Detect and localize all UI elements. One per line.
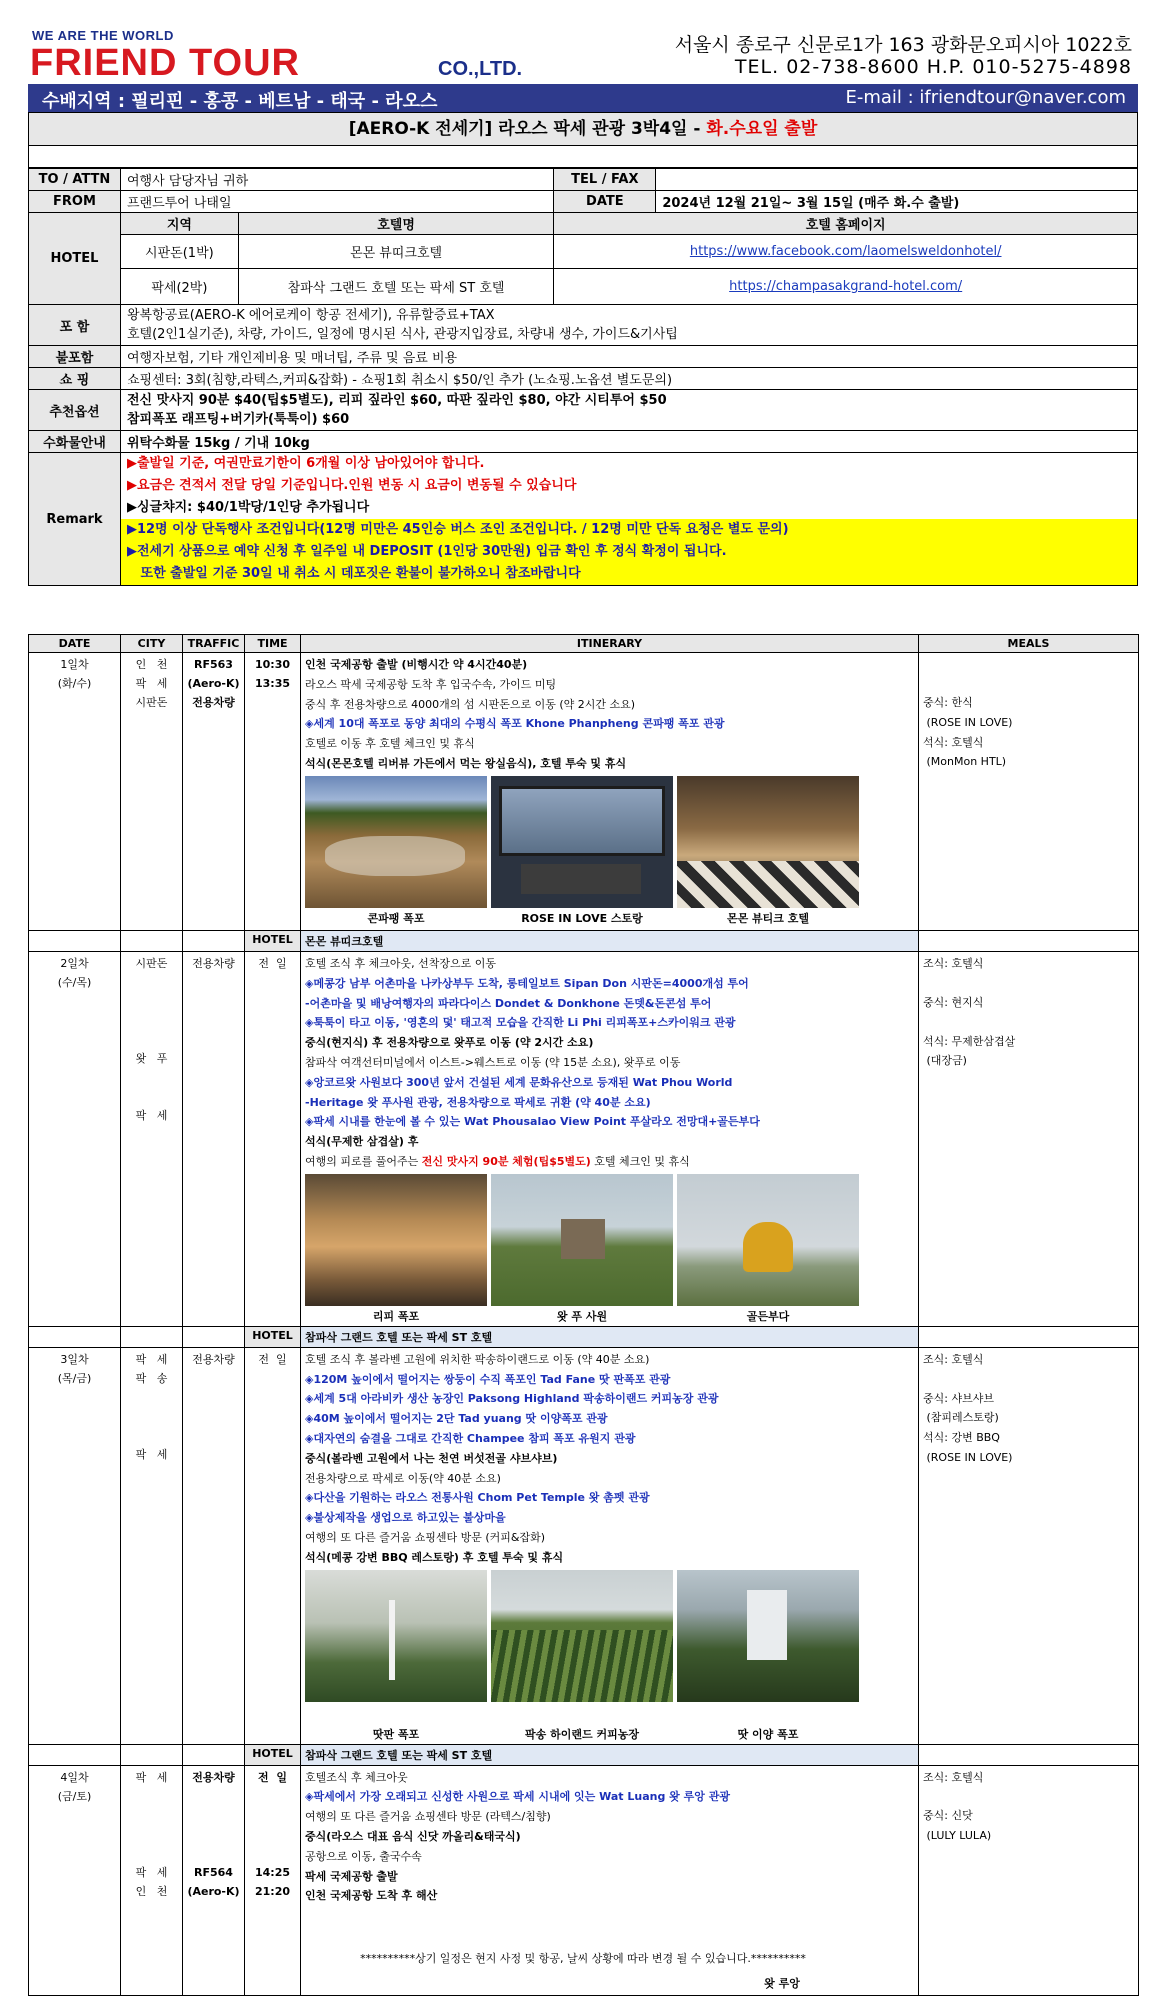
itinerary-line: -어촌마을 및 배낭여행자의 파라다이스 Dondet & Donkhone 돈뎃&돈콘섬 투어 xyxy=(305,996,712,1010)
day-date xyxy=(29,653,121,931)
title-main: [AERO-K 전세기] 라오스 팍세 관광 3박4일 - xyxy=(348,119,707,139)
itinerary-line: 인천 국제공항 출발 (비행시간 약 4시간40분) xyxy=(305,658,528,671)
photo-caption: ROSE IN LOVE 스토랑 xyxy=(521,911,643,925)
day-date xyxy=(29,952,121,1327)
day-time xyxy=(245,1347,301,1744)
day-row xyxy=(29,952,1139,1327)
cell-line xyxy=(923,655,1134,674)
cell-line: 인 천 xyxy=(135,658,168,671)
cell-line: 팍 세 xyxy=(135,677,168,690)
photo-caption: 왓 루앙 xyxy=(764,1976,800,1990)
itinerary-line: ◈팍세 시내를 한눈에 볼 수 있는 Wat Phousalao View Point 푸살라오 전망대+골든부다 xyxy=(305,1115,760,1129)
cell-line: 중식: 샤브샤브 xyxy=(923,1391,994,1405)
cell-line: 조식: 호텔식 xyxy=(923,1352,984,1366)
spacer-row xyxy=(28,146,1138,168)
day-time xyxy=(245,653,301,931)
itinerary-line: 석식(몬몬호텔 리버뷰 가든에서 먹는 왕실음식), 호텔 투숙 및 휴식 xyxy=(305,756,627,770)
hotel-row xyxy=(29,1326,1139,1347)
hotel-region: 팍세(2박) xyxy=(120,269,238,305)
cell-line: 13:35 xyxy=(254,677,290,690)
cell-line xyxy=(249,1825,296,1844)
title-departure: 화.수요일 출발 xyxy=(706,119,818,139)
cell-line xyxy=(125,1426,178,1445)
date-value: 2024년 12월 21일~ 3월 15일 (매주 화.수 출발) xyxy=(656,191,1138,213)
itinerary-line: 중식(라오스 대표 음식 신닷 까올리&태국식) xyxy=(305,1829,521,1843)
cell-line xyxy=(125,1011,178,1030)
cell-line xyxy=(125,1806,178,1825)
cell-line xyxy=(125,1787,178,1806)
itinerary-line: 호텔조식 후 체크아웃 xyxy=(305,1770,408,1784)
itinerary-line: ◈툭툭이 타고 이동, '영혼의 덫' 태고적 모습을 간직한 Li Phi 리피폭포+스카이워크 관광 xyxy=(305,1016,736,1030)
option-line: 전신 맛사지 90분 $40(팁$5별도), 리피 짚라인 $60, 따판 짚라인 $80, 야간 시티투어 $50 xyxy=(126,393,667,408)
option-label: 추천옵션 xyxy=(29,390,121,431)
itinerary-line: 팍세 국제공항 출발 xyxy=(305,1869,398,1883)
from-label: FROM xyxy=(29,191,121,213)
day-itinerary xyxy=(301,952,919,1327)
photo-caption: 왓 푸 사원 xyxy=(556,1309,608,1323)
cell-line: 중식: 한식 xyxy=(923,696,973,709)
remark-line: ▶요금은 견적서 전달 당일 기준입니다.인원 변동 시 요금이 변동될 수 있습니다 xyxy=(126,478,577,493)
tel-value xyxy=(656,169,1138,191)
day-traffic xyxy=(183,653,245,931)
cell-line: (화/수) xyxy=(57,677,92,690)
cell-line: 14:25 xyxy=(254,1865,290,1879)
cell-line: 전용차량 xyxy=(192,696,235,709)
company-phone: TEL. 02-738-8600 H.P. 010-5275-4898 xyxy=(734,56,1132,78)
cell-line: 3일차 xyxy=(60,1352,89,1366)
itinerary-line: ◈불상제작을 생업으로 하고있는 불상마을 xyxy=(305,1511,506,1525)
highlight-text: 전신 맛사지 90분 체험(팁$5별도) xyxy=(421,1154,591,1168)
baggage-value: 위탁수화물 15kg / 기내 10kg xyxy=(120,431,1137,453)
cell-line xyxy=(125,1068,178,1087)
cell-line xyxy=(923,674,1134,693)
to-label: TO / ATTN xyxy=(29,169,121,191)
itinerary-line: 참파삭 여객선터미널에서 이스트->웨스트로 이동 (약 15분 소요), 왓푸로 이동 xyxy=(305,1055,681,1069)
cell-line: (Aero-K) xyxy=(187,1884,240,1898)
itinerary-line: 라오스 팍세 국제공항 도착 후 입국수속, 가이드 미팅 xyxy=(305,677,557,691)
option-value xyxy=(120,390,1137,431)
cell-line: 전 일 xyxy=(258,1352,287,1366)
day-date xyxy=(29,1347,121,1744)
col-city: CITY xyxy=(121,635,183,653)
hotel-row xyxy=(29,931,1139,952)
itinerary-line: 호텔 조식 후 볼라벤 고원에 위치한 팍송하이랜드로 이동 (약 40분 소요) xyxy=(305,1352,650,1366)
exclude-label: 불포함 xyxy=(29,346,121,368)
option-line: 참피폭포 래프팅+버기카(툭툭이) $60 xyxy=(126,412,350,427)
hotel-row-name: 몬몬 뷰띠크호텔 xyxy=(301,931,919,952)
itinerary-line: 석식(메콩 강변 BBQ 레스토랑) 후 호텔 투숙 및 휴식 xyxy=(305,1550,564,1564)
itinerary-lines xyxy=(305,954,914,1172)
itinerary-line: 여행의 또 다른 즐거움 쇼핑센타 방문 (라텍스/침향) xyxy=(305,1810,551,1824)
cell-line: (목/금) xyxy=(57,1371,92,1385)
itinerary-line: 호텔로 이동 후 호텔 체크인 및 휴식 xyxy=(305,737,475,751)
remark-line: 또한 출발일 기준 30일 내 취소 시 데포짓은 환불이 불가하오니 참조바랍니다 xyxy=(121,563,1137,585)
cell-line: 팍 세 xyxy=(135,1352,168,1366)
info-table xyxy=(28,168,1138,586)
cell-line: 시판돈 xyxy=(135,696,168,709)
company-header xyxy=(28,22,1138,84)
day-traffic xyxy=(183,952,245,1327)
col-traffic: TRAFFIC xyxy=(183,635,245,653)
photo-strip xyxy=(305,1570,914,1702)
temple-photo xyxy=(491,1174,673,1306)
itinerary-line: 중식(볼라벤 고원에서 나는 천연 버섯전골 샤브샤브) xyxy=(305,1451,558,1465)
col-date: DATE xyxy=(29,635,121,653)
photo-caption: 콘파팽 폭포 xyxy=(367,911,425,925)
day-traffic xyxy=(183,1347,245,1744)
photo-caption: 골든부다 xyxy=(746,1309,790,1323)
coffee-farm-photo xyxy=(491,1570,673,1702)
day-meals xyxy=(919,653,1139,931)
cell-line: 전 일 xyxy=(258,957,287,970)
day-row xyxy=(29,1347,1139,1744)
include-line: 왕복항공료(AERO-K 에어로케이 항공 전세기), 유류할증료+TAX xyxy=(126,308,495,323)
hotel-row xyxy=(29,1744,1139,1765)
itinerary-line: 호텔 조식 후 체크아웃, 선착장으로 이동 xyxy=(305,957,496,970)
itinerary-line: 여행의 또 다른 즐거움 쇼핑센타 방문 (커피&잡화) xyxy=(305,1530,546,1544)
itinerary-line: ◈세계 10대 폭포로 동양 최대의 수평식 폭포 Khone Phanpheng 콘파팽 폭포 관광 xyxy=(305,717,725,731)
cell-line: (대장금) xyxy=(923,1054,967,1068)
hotel-col-name: 호텔명 xyxy=(238,213,554,235)
cell-line: 21:20 xyxy=(254,1884,290,1898)
col-itinerary: ITINERARY xyxy=(301,635,919,653)
cell-line: 팍 세 xyxy=(135,1447,168,1461)
cell-line: 석식: 무제한삼겹살 xyxy=(923,1034,1016,1048)
cell-line: (참피레스토랑) xyxy=(923,1411,999,1425)
hotel-row-label: HOTEL xyxy=(245,931,301,952)
hotel-name: 몬몬 뷰띠크호텔 xyxy=(238,235,554,269)
region-bar xyxy=(28,84,1138,112)
cell-line: 석식: 호텔식 xyxy=(923,735,984,749)
company-logo: FRIEND TOUR xyxy=(30,42,300,84)
itinerary-line: 인천 국제공항 도착 후 해산 xyxy=(305,1889,438,1903)
cell-line xyxy=(125,1407,178,1426)
hotel-website-link[interactable]: https://champasakgrand-hotel.com/ xyxy=(554,269,1138,305)
cell-line: 전용차량 xyxy=(192,957,235,970)
hotel-label: HOTEL xyxy=(29,213,121,305)
cell-line: 인 천 xyxy=(135,1884,168,1898)
day-itinerary xyxy=(301,1347,919,1744)
cell-line: 시판돈 xyxy=(135,957,168,970)
itinerary-line: ◈메콩강 남부 어촌마을 나카상부두 도착, 롱테일보트 Sipan Don 시판돈=4000개섬 투어 xyxy=(305,976,749,990)
cell-line xyxy=(125,973,178,992)
day-itinerary xyxy=(301,653,919,931)
photo-caption: 리피 폭포 xyxy=(372,1309,420,1323)
remark-list xyxy=(120,453,1137,586)
exclude-value: 여행자보험, 기타 개인제비용 및 매너팁, 주류 및 음료 비용 xyxy=(120,346,1137,368)
cell-line: (ROSE IN LOVE) xyxy=(923,1450,1013,1464)
photo-caption: 몬몬 뷰티크 호텔 xyxy=(726,911,810,925)
day-time xyxy=(245,952,301,1327)
cell-line xyxy=(187,1844,240,1863)
restaurant-photo xyxy=(491,776,673,908)
itinerary-line: 전용차량으로 팍세로 이동(약 40분 소요) xyxy=(305,1471,501,1485)
hotel-row-label: HOTEL xyxy=(245,1744,301,1765)
photo-caption: 팍송 하이랜드 커피농장 xyxy=(525,1727,639,1741)
col-time: TIME xyxy=(245,635,301,653)
itinerary-line: 공항으로 이동, 출국수속 xyxy=(305,1849,422,1863)
hotel-region: 시판돈(1박) xyxy=(120,235,238,269)
hotel-name: 참파삭 그랜드 호텔 또는 팍세 ST 호텔 xyxy=(238,269,554,305)
itinerary-line: 석식(무제한 삼겹살) 후 xyxy=(305,1135,419,1149)
itinerary-lines xyxy=(305,1768,914,1907)
photo-strip xyxy=(305,1174,914,1306)
cell-line: 팍 송 xyxy=(135,1371,168,1385)
cell-line: 2일차 xyxy=(60,957,89,970)
cell-line xyxy=(923,1787,1134,1806)
remark-line: ▶출발일 기준, 여권만료기한이 6개월 이상 남아있어야 합니다. xyxy=(126,456,485,471)
cell-line: RF564 xyxy=(194,1865,233,1879)
hotel-website-link[interactable]: https://www.facebook.com/laomelsweldonhotel/ xyxy=(554,235,1138,269)
line-text: 여행의 피로를 풀어주는 xyxy=(305,1154,422,1168)
hotel-row-name: 참파삭 그랜드 호텔 또는 팍세 ST 호텔 xyxy=(301,1744,919,1765)
cell-line: 왓 푸 xyxy=(135,1052,168,1065)
waterfall-photo xyxy=(305,776,487,908)
cell-line xyxy=(249,1844,296,1863)
cell-line xyxy=(923,1013,1134,1032)
hotel-photo xyxy=(677,776,859,908)
cell-line: 조식: 호텔식 xyxy=(923,1770,984,1784)
hotel-row-name: 참파삭 그랜드 호텔 또는 팍세 ST 호텔 xyxy=(301,1326,919,1347)
cell-line: 중식: 현지식 xyxy=(923,995,984,1009)
footnote: **********상기 일정은 현지 사정 및 항공, 날씨 상황에 따라 변경 될 수 있습니다.********** xyxy=(360,1952,806,1965)
remark-line: ▶싱글챠지: $40/1박당/1인당 추가됩니다 xyxy=(126,500,370,515)
itinerary-lines xyxy=(305,655,914,774)
waterfall-photo xyxy=(677,1570,859,1702)
cell-line xyxy=(125,1844,178,1863)
photo-caption: 땃 이양 폭포 xyxy=(737,1727,799,1741)
remark-line: ▶12명 이상 단독행사 조건입니다(12명 미만은 45인승 버스 조인 조건입니다. / 12명 미만 단독 요청은 별도 문의) xyxy=(121,519,1137,541)
service-regions: 수배지역 : 필리핀 - 홍콩 - 베트남 - 태국 - 라오스 xyxy=(42,91,438,112)
cell-line: RF563 xyxy=(194,658,233,671)
cell-line xyxy=(187,1806,240,1825)
cell-line xyxy=(125,992,178,1011)
hotel-row-label: HOTEL xyxy=(245,1326,301,1347)
itinerary-line: ◈40M 높이에서 떨어지는 2단 Tad yuang 땃 이양폭포 관광 xyxy=(305,1412,608,1426)
document-title xyxy=(28,112,1138,146)
to-value: 여행사 담당자님 귀하 xyxy=(120,169,553,191)
itinerary-line: 중식 후 전용차량으로 4000개의 섬 시판돈으로 이동 (약 2시간 소요) xyxy=(305,697,636,711)
cell-line xyxy=(187,1825,240,1844)
itinerary-lines xyxy=(305,1350,914,1568)
hotel-col-region: 지역 xyxy=(120,213,238,235)
cell-line: (MonMon HTL) xyxy=(923,755,1007,769)
date-label: DATE xyxy=(554,191,656,213)
tel-label: TEL / FAX xyxy=(554,169,656,191)
cell-line: 석식: 강변 BBQ xyxy=(923,1431,1000,1445)
cell-line: 팍 세 xyxy=(135,1770,168,1784)
itinerary-line: ◈팍세에서 가장 오래되고 신성한 사원으로 팍세 시내에 잇는 Wat Luang 왓 루앙 관광 xyxy=(305,1790,730,1804)
cell-line xyxy=(187,1787,240,1806)
photo-captions xyxy=(305,1726,914,1742)
cell-line xyxy=(125,1388,178,1407)
itinerary-line: 중식(현지식) 후 전용차량으로 왓푸로 이동 (약 2시간 소요) xyxy=(305,1036,594,1050)
cell-line: (ROSE IN LOVE) xyxy=(923,715,1013,729)
include-value xyxy=(120,305,1137,346)
day-meals xyxy=(919,952,1139,1327)
day-city xyxy=(121,653,183,931)
cell-line: 4일차 xyxy=(60,1770,89,1784)
from-value: 프랜드투어 나태일 xyxy=(120,191,553,213)
day-city xyxy=(121,1347,183,1744)
company-suffix: CO.,LTD. xyxy=(438,58,523,80)
cell-line: (LULY LULA) xyxy=(923,1829,992,1843)
day-meals xyxy=(919,1347,1139,1744)
day-city xyxy=(121,952,183,1327)
cell-line xyxy=(249,1806,296,1825)
col-meals: MEALS xyxy=(919,635,1139,653)
line-text: 호텔 체크인 및 휴식 xyxy=(590,1154,690,1168)
cell-line: 중식: 신닷 xyxy=(923,1809,973,1823)
baggage-label: 수화물안내 xyxy=(29,431,121,453)
waterfall-photo xyxy=(305,1174,487,1306)
include-label: 포 함 xyxy=(29,305,121,346)
shopping-label: 쇼 핑 xyxy=(29,368,121,390)
cell-line: (수/목) xyxy=(57,976,92,989)
company-email: E-mail : ifriendtour@naver.com xyxy=(845,87,1126,108)
itinerary-table xyxy=(28,634,1139,1996)
itinerary-line: ◈120M 높이에서 떨어지는 쌍둥이 수직 폭포인 Tad Fane 땃 판폭포 관광 xyxy=(305,1372,671,1386)
photo-captions xyxy=(305,1308,914,1324)
cell-line xyxy=(125,1087,178,1106)
company-address: 서울시 종로구 신문로1가 163 광화문오피시아 1022호 xyxy=(674,34,1132,56)
itinerary-line: ◈앙코르왓 사원보다 300년 앞서 건설된 세계 문화유산으로 등재된 Wat Phou World xyxy=(305,1075,733,1089)
include-line: 호텔(2인1실기준), 차량, 가이드, 일정에 명시된 식사, 관광지입장료, 차량내 생수, 가이드&기사팁 xyxy=(126,327,678,342)
photo-strip xyxy=(305,776,914,908)
cell-line: 전 일 xyxy=(258,1770,287,1784)
itinerary-line: ◈세계 5대 아라비카 생산 농장인 Paksong Highland 팍송하이랜드 커피농장 관광 xyxy=(305,1392,719,1406)
cell-line xyxy=(923,1370,1134,1389)
cell-line: 전용차량 xyxy=(192,1770,235,1784)
cell-line xyxy=(923,974,1134,993)
cell-line: 전용차량 xyxy=(192,1352,235,1366)
cell-line: 1일차 xyxy=(60,658,89,671)
cell-line xyxy=(125,1825,178,1844)
itinerary-line: -Heritage 왓 푸사원 관광, 전용차량으로 팍세로 귀환 (약 40분 소요) xyxy=(305,1095,651,1109)
waterfall-photo xyxy=(305,1570,487,1702)
cell-line: 조식: 호텔식 xyxy=(923,957,984,970)
cell-line xyxy=(125,1030,178,1049)
photo-caption: 땃판 폭포 xyxy=(372,1727,420,1741)
itinerary-line: ◈대자연의 숨결을 그대로 간직한 Champee 참피 폭포 유원지 관광 xyxy=(305,1431,636,1445)
day-row xyxy=(29,653,1139,931)
logo-tagline: WE ARE THE WORLD xyxy=(32,28,174,43)
cell-line: 팍 세 xyxy=(135,1865,168,1879)
shopping-value: 쇼핑센터: 3회(침향,라텍스,커피&잡화) - 쇼핑1회 취소시 $50/인 추가 (노쇼핑.노옵션 별도문의) xyxy=(120,368,1137,390)
cell-line: 10:30 xyxy=(254,658,290,671)
itinerary-line xyxy=(305,1152,914,1172)
photo-captions xyxy=(305,910,914,926)
golden-buddha-photo xyxy=(677,1174,859,1306)
cell-line: 팍 세 xyxy=(135,1109,168,1122)
cell-line xyxy=(249,1787,296,1806)
cell-line: (Aero-K) xyxy=(187,677,240,690)
hotel-col-site: 호텔 홈페이지 xyxy=(554,213,1138,235)
remark-label: Remark xyxy=(29,453,121,586)
cell-line: (금/토) xyxy=(57,1789,92,1803)
remark-line: ▶전세기 상품으로 예약 신청 후 일주일 내 DEPOSIT (1인당 30만원) 입금 확인 후 정식 확정이 됩니다. xyxy=(121,541,1137,563)
itinerary-line: ◈다산을 기원하는 라오스 전통사원 Chom Pet Temple 왓 촘펫 관광 xyxy=(305,1491,650,1505)
